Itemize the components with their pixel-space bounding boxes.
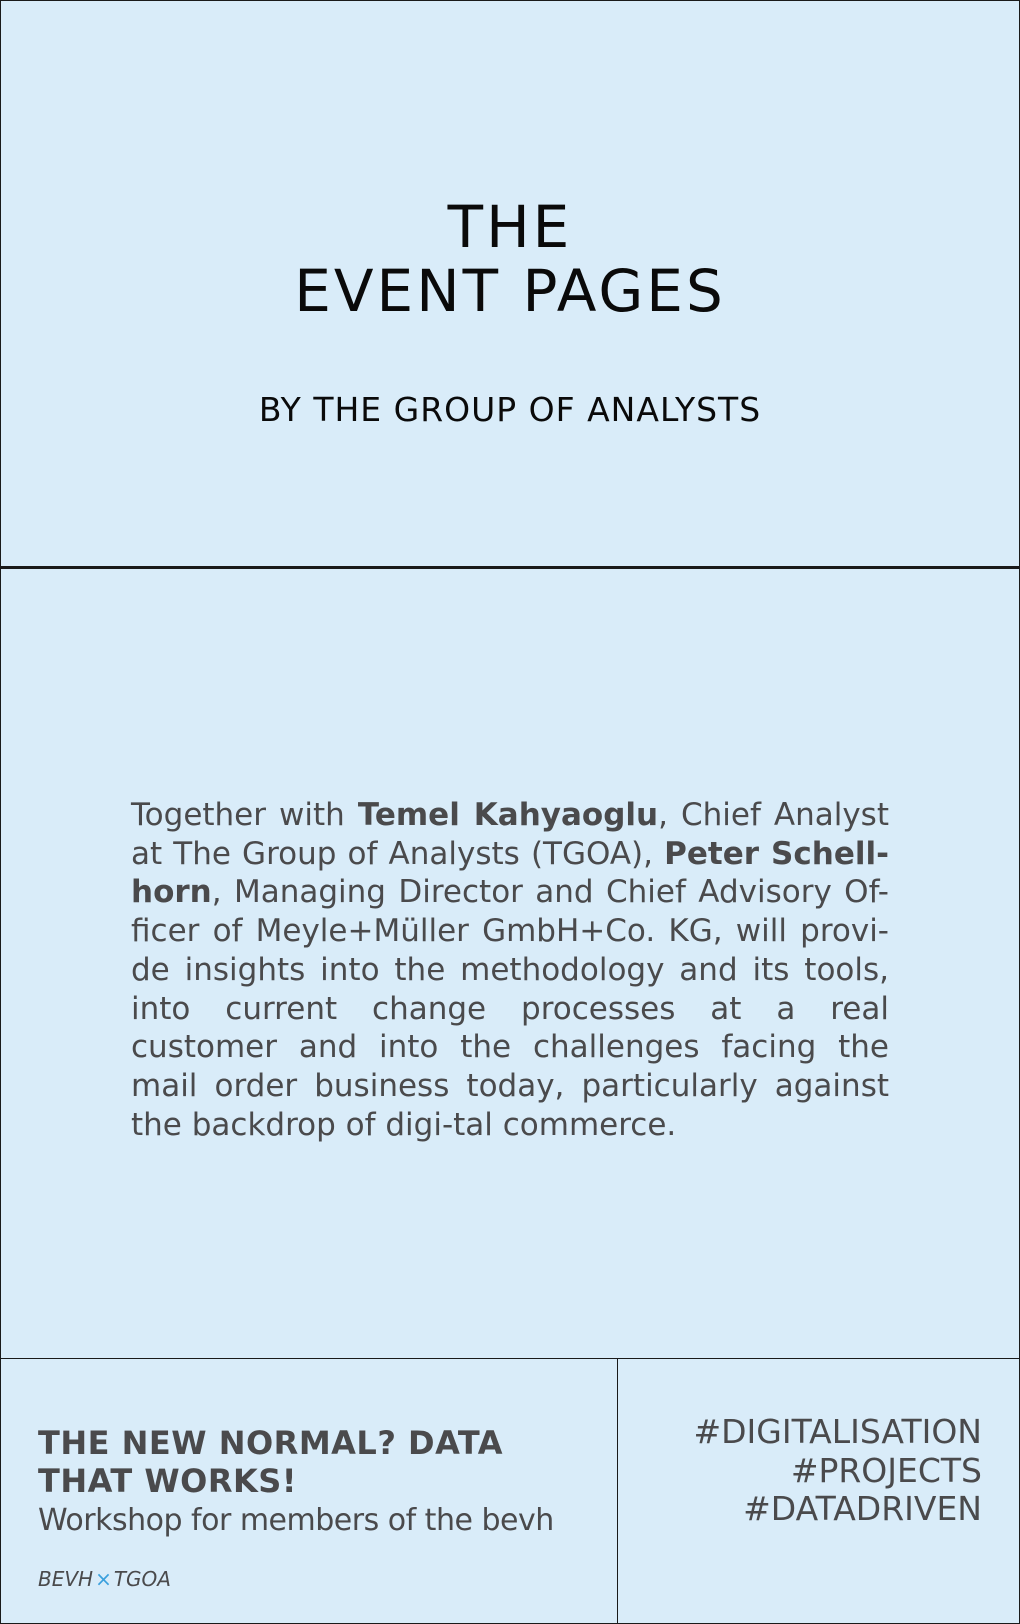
speaker-name-2: Peter Schell-horn [131,835,889,911]
footer-column-divider [617,1358,618,1624]
credit-bevh: BEVH [38,1567,94,1591]
speaker-name-1: Temel Kahyaoglu [357,797,659,833]
page-subtitle: BY THE GROUP OF ANALYSTS [258,390,762,429]
event-subtitle: Workshop for members of the bevh [38,1503,554,1538]
description-text-3: , Managing Director and Chief Advisory Of-ficer of Meyle+Müller GmbH+Co. KG, will provi-de insights into the methodology and its tools, into current change processes at a real customer and into the challenges facing the mail order business today, particularly against the backdrop of digi-tal commerce. [131,874,889,1143]
title-line-1: THE [447,193,573,261]
hashtag-datadriven: #DATADRIVEN [743,1489,982,1528]
hashtag-digitalisation: #DIGITALISATION [693,1412,982,1451]
hashtag-list [642,1413,982,1529]
description-text-1: Together with [131,797,358,833]
title-line-2: EVENT PAGES [294,257,726,325]
description-text-2: , Chief Analyst at The Group of Analysts (TGOA), [131,797,889,872]
event-title: THE NEW NORMAL? DATA THAT WORKS! [38,1424,503,1500]
credit-separator: × [95,1567,112,1591]
event-credits [38,1566,171,1592]
event-description [131,796,889,1144]
page-title [0,195,1020,323]
header-divider [0,566,1020,569]
credit-tgoa: TGOA [113,1567,171,1591]
hashtag-projects: #PROJECTS [790,1450,982,1490]
